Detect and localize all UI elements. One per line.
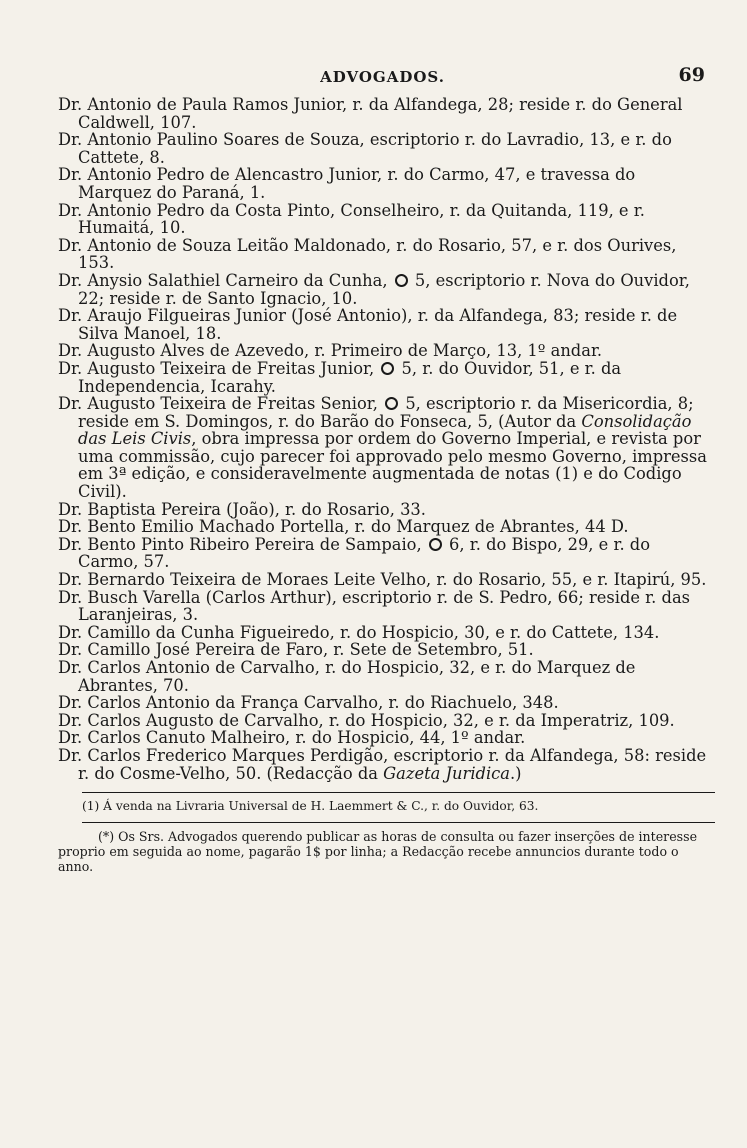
list-item: Dr. Araujo Filgueiras Junior (José Antonio), r. da Alfandega, 83; reside r. de Silva Manoel, 18. bbox=[58, 306, 678, 343]
list-item: Dr. Carlos Antonio de Carvalho, r. do Hospicio, 32, e r. do Marquez de Abrantes, 70. bbox=[58, 658, 636, 695]
footnote: (1) Á venda na Livraria Universal de H. Laemmert & C., r. do Ouvidor, 63. bbox=[82, 799, 539, 814]
list-item: Dr. Augusto Alves de Azevedo, r. Primeiro de Março, 13, 1º andar. bbox=[58, 341, 603, 361]
list-item: Dr. Camillo da Cunha Figueiredo, r. do Hospicio, 30, e r. do Cattete, 134. bbox=[58, 622, 660, 642]
list-item: Dr. Augusto Teixeira de Freitas Senior, 5, escriptorio r. da Misericordia, 8; reside em S. Domingos, r. do Barão do Fonseca, 5, (Autor da Consolidação das Leis Civis, obra impressa por ordem do Governo Imperial, e revista por uma commissão, cujo parecer foi approvado pelo mesmo Governo, impressa em 3ª edição, e consideravelmente augmentada de notas (1) e do Codigo Civil). bbox=[58, 394, 707, 502]
lawyer-list bbox=[58, 96, 707, 782]
list-item: Dr. Augusto Teixeira de Freitas Junior, 5, r. do Ouvidor, 51, e r. da Independencia, Icarahy. bbox=[58, 358, 622, 396]
list-item: Dr. Antonio de Paula Ramos Junior, r. da Alfandega, 28; reside r. do General Caldwell, 107. bbox=[58, 95, 683, 132]
list-item: Dr. Bento Pinto Ribeiro Pereira de Sampaio, 6, r. do Bispo, 29, e r. do Carmo, 57. bbox=[58, 534, 651, 572]
list-item: Dr. Antonio de Souza Leitão Maldonado, r. do Rosario, 57, e r. dos Ourives, 153. bbox=[58, 235, 677, 273]
telephone-symbol-icon bbox=[381, 362, 394, 375]
telephone-symbol-icon bbox=[385, 397, 398, 410]
list-item: Dr. Carlos Augusto de Carvalho, r. do Hospicio, 32, e r. da Imperatriz, 109. bbox=[58, 710, 675, 730]
list-item: Dr. Bernardo Teixeira de Moraes Leite Velho, r. do Rosario, 55, e r. Itapirú, 95. bbox=[58, 570, 707, 590]
list-item: Dr. Carlos Frederico Marques Perdigão, escriptorio r. da Alfandega, 58: reside r. do Cosme-Velho, 50. (Redacção da Gazeta Juridica.) bbox=[58, 745, 707, 783]
list-item: Dr. Antonio Pedro de Alencastro Junior, r. do Carmo, 47, e travessa do Marquez do Paraná, 1. bbox=[58, 165, 636, 202]
list-item: Dr. Baptista Pereira (João), r. do Rosario, 33. bbox=[58, 499, 426, 519]
footnote-divider bbox=[82, 792, 715, 793]
list-item: Dr. Carlos Canuto Malheiro, r. do Hospicio, 44, 1º andar. bbox=[58, 728, 526, 748]
list-item: Dr. Camillo José Pereira de Faro, r. Sete de Setembro, 51. bbox=[58, 640, 534, 660]
notice-divider bbox=[82, 822, 715, 823]
telephone-symbol-icon bbox=[429, 538, 442, 551]
list-item: Dr. Antonio Paulino Soares de Souza, escriptorio r. do Lavradio, 13, e r. do Cattete, 8. bbox=[58, 130, 672, 167]
list-item: Dr. Bento Emilio Machado Portella, r. do Marquez de Abrantes, 44 D. bbox=[58, 517, 629, 537]
section-title: ADVOGADOS. bbox=[320, 68, 445, 86]
advertising-notice: (*) Os Srs. Advogados querendo publicar as horas de consulta ou fazer inserções de interesse proprio em seguida ao nome, pagarão 1$ por linha; a Redacção recebe annuncios durante todo o anno. bbox=[58, 829, 698, 875]
page-number: 69 bbox=[678, 64, 705, 86]
list-item: Dr. Busch Varella (Carlos Arthur), escriptorio r. de S. Pedro, 66; reside r. das Laranjeiras, 3. bbox=[58, 587, 691, 625]
page-header bbox=[58, 62, 707, 96]
telephone-symbol-icon bbox=[395, 274, 408, 287]
list-item: Dr. Carlos Antonio da França Carvalho, r. do Riachuelo, 348. bbox=[58, 693, 559, 713]
list-item: Dr. Antonio Pedro da Costa Pinto, Conselheiro, r. da Quitanda, 119, e r. Humaitá, 10. bbox=[58, 200, 645, 238]
list-item: Dr. Anysio Salathiel Carneiro da Cunha, 5, escriptorio r. Nova do Ouvidor, 22; reside r. de Santo Ignacio, 10. bbox=[58, 270, 690, 308]
